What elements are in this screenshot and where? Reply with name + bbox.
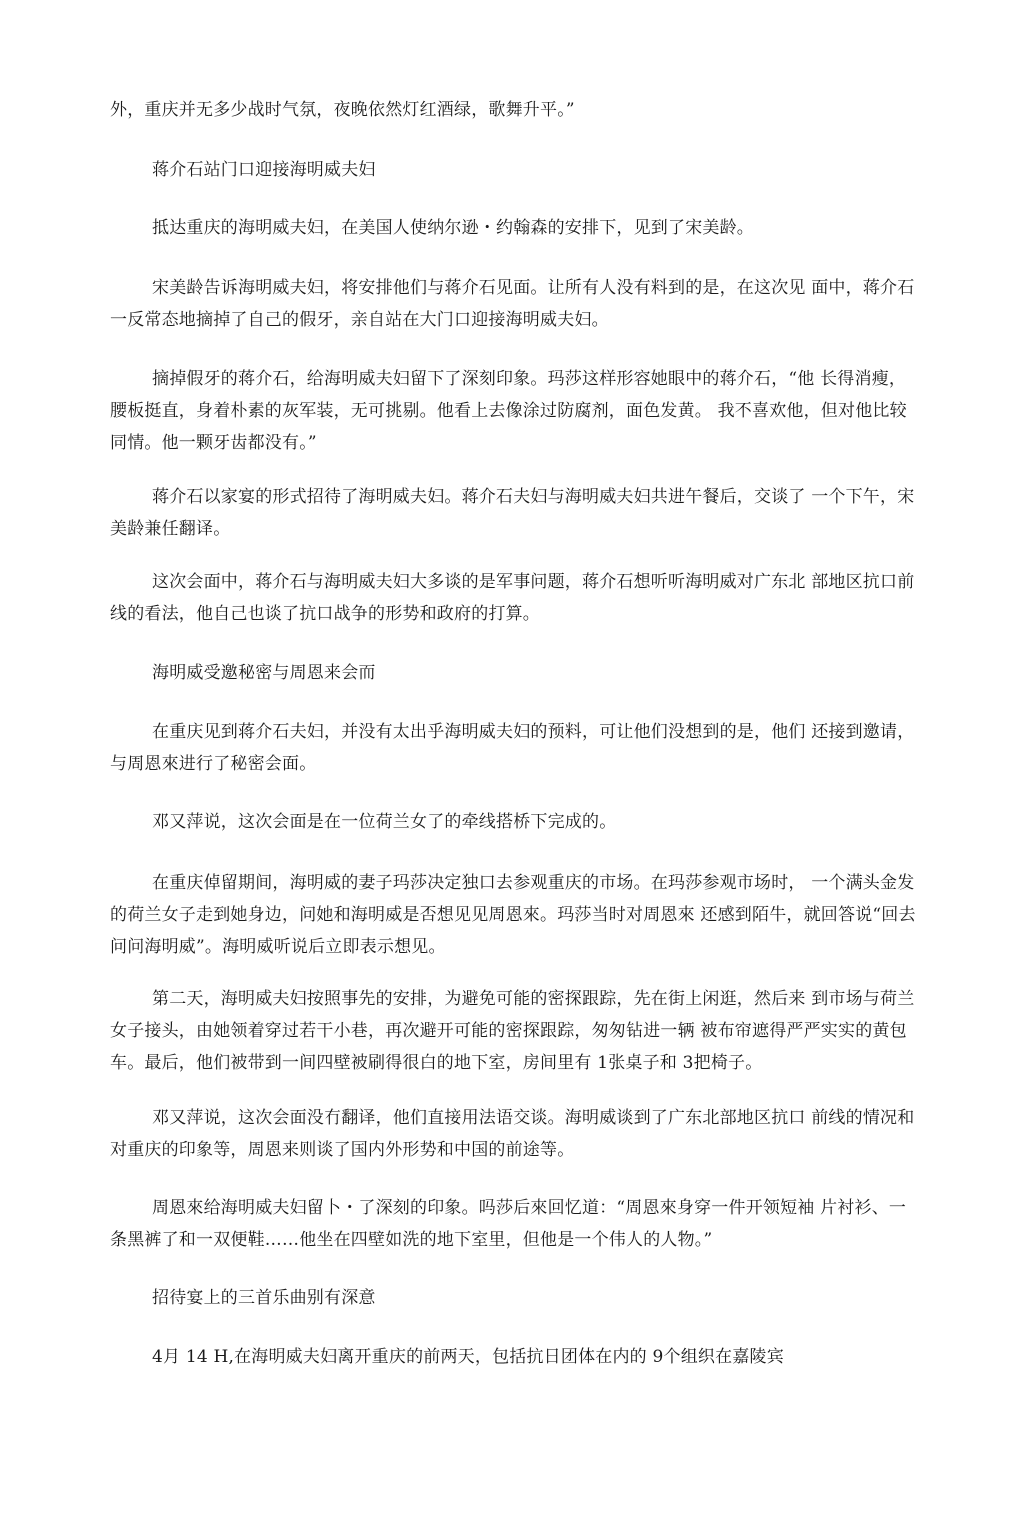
paragraph: 第二天，海明威夫妇按照事先的安排，为避免可能的密探跟踪，先在街上闲逛，然后来 到市场与荷兰女子接头，由她领着穿过若干小巷，再次避开可能的密探跟踪，匆匆钻进一辆 被布帘遮得严严实实的黄包车。最后，他们被带到一间四壁被刷得很白的地下室，房间里有 1张桌子和 3把椅子。 [110,989,915,1073]
paragraph: 周恩來给海明威夫妇留卜・了深刻的印象。吗莎后來回忆道：“周恩來身穿一件开领短袖 片衬衫、一条黑裤了和一双便鞋……他坐在四壁如洗的地下室里，但他是一个伟人的人物。” [110,1198,907,1250]
paragraph: 邓又萍说，这次会面没冇翻译，他们直接用法语交谈。海明威谈到了广东北部地区抗口 前线的情况和对重庆的印象等，周恩来则谈了国内外形势和中国的前途等。 [110,1108,915,1160]
paragraph: 蒋介石以家宴的形式招待了海明威夫妇。蒋介石夫妇与海明威夫妇共进午餐后，交谈了 一个下午，宋美龄兼任翻译。 [110,487,915,539]
section-heading-banquet-music: 招待宴上的三首乐曲别有深意 [152,1288,376,1308]
paragraph: 在重庆倬留期间，海明威的妻子玛莎决定独口去参观重庆的市场。在玛莎参观市场时， 一个满头金发的荷兰女子走到她身边，问她和海明威是否想见见周恩來。玛莎当时对周恩來 还感到陌牛，就回答说“回去问问海明威”。海明威听说后立即表示想见。 [110,873,916,957]
paragraph: 摘掉假牙的蒋介石，给海明威夫妇留下了深刻印象。玛莎这样形容她眼中的蒋介石，“他 长得消瘦，腰板挺直，身着朴素的灰军装，无可挑剔。他看上去像涂过防腐剂，面色发黄。 我不喜欢他，但对他比较同情。他一颗牙齿都没有。” [110,369,907,453]
section-heading-chiang-greets: 蒋介石站门口迎接海明威夫妇 [152,160,376,180]
paragraph: 这次会面中，蒋介石与海明威夫妇大多谈的是军事问题，蒋介石想听听海明威对广东北 部地区抗口前线的看法，他自己也谈了抗口战争的形势和政府的打算。 [110,572,915,624]
paragraph: 宋美龄告诉海明威夫妇，将安排他们与蒋介石见面。让所有人没有料到的是，在这次见 面中，蒋介石一反常态地摘掉了自己的假牙，亲自站在大门口迎接海明威夫妇。 [110,278,915,330]
section-heading-zhou-meeting: 海明威受邀秘密与周恩来会而 [152,663,376,683]
paragraph: 抵达重庆的海明威夫妇，在美国人使纳尔逊・约翰森的安排下，见到了宋美龄。 [152,218,754,238]
paragraph: 在重庆见到蒋介石夫妇，并没有太出乎海明威夫妇的预料，可让他们没想到的是，他们 还接到邀请，与周恩來进行了秘密会面。 [110,722,915,774]
paragraph: 邓又萍说，这次会面是在一位荷兰女了的牵线搭桥下完成的。 [152,812,617,832]
paragraph-continuation: 外，重庆并无多少战时气氛，夜晚依然灯红酒绿，歌舞升平。” [110,100,575,120]
paragraph: 4月 14 H,在海明威夫妇离开重庆的前两天，包括抗日团体在内的 9个组织在嘉陵宾 [152,1347,784,1367]
